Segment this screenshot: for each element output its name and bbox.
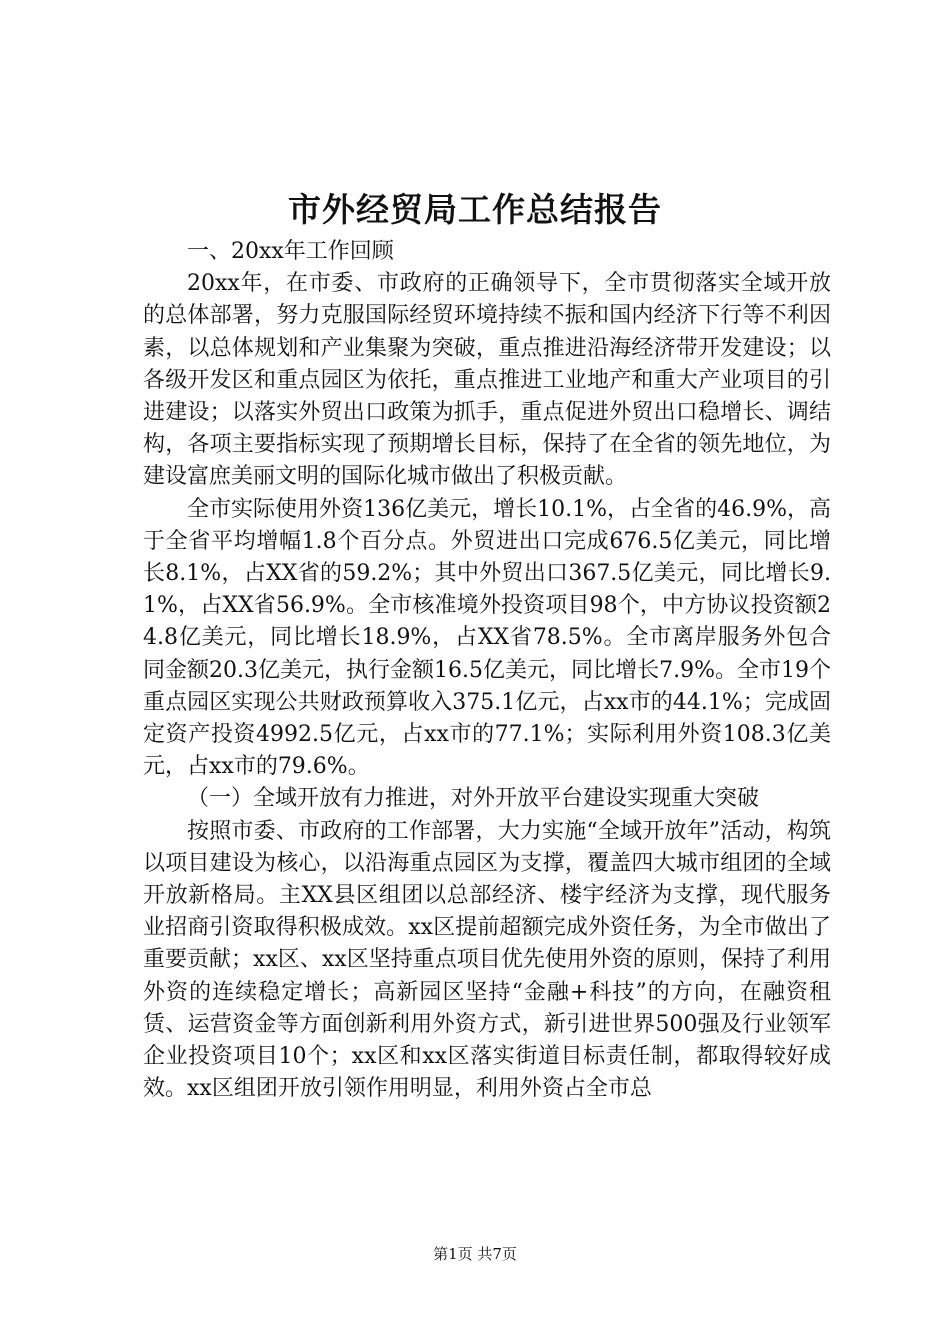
paragraph-overview: 20xx年，在市委、市政府的正确领导下，全市贯彻落实全域开放的总体部署，努力克服国际经贸环境持续不振和国内经济下行等不利因素，以总体规划和产业集聚为突破，重点推进沿海经济带开发建设；以各级开发区和重点园区为依托，重点推进工业地产和重大产业项目的引进建设；以落实外贸出口政策为抓手，重点促进外贸出口稳增长、调结构，各项主要指标实现了预期增长目标，保持了在全省的领先地位，为建设富庶美丽文明的国际化城市做出了积极贡献。 <box>143 271 831 490</box>
section-heading-1: 一、20xx年工作回顾 <box>187 239 394 264</box>
page-footer: 第1页 共7页 <box>433 1245 517 1263</box>
document-body <box>143 236 831 1105</box>
document-title: 市外经贸局工作总结报告 <box>288 190 662 229</box>
paragraph-opening-up: 按照市委、市政府的工作部署，大力实施“全域开放年”活动，构筑以项目建设为核心，以沿海重点园区为支撑，覆盖四大城市组团的全域开放新格局。主XX县区组团以总部经济、楼宇经济为支撑，现代服务业招商引资取得积极成效。xx区提前超额完成外资任务，为全市做出了重要贡献；xx区、xx区坚持重点项目优先使用外资的原则，保持了利用外资的连续稳定增长；高新园区坚持“金融+科技”的方向，在融资租赁、运营资金等方面创新利用外资方式，新引进世界500强及行业领军企业投资项目10个；xx区和xx区落实街道目标责任制，都取得较好成效。xx区组团开放引领作用明显，利用外资占全市总 <box>143 818 831 1102</box>
paragraph-statistics: 全市实际使用外资136亿美元，增长10.1%，占全省的46.9%，高于全省平均增幅1.8个百分点。外贸进出口完成676.5亿美元，同比增长8.1%，占XX省的59.2%；其中外贸出口367.5亿美元，同比增长9.1%，占XX省56.9%。全市核准境外投资项目98个，中方协议投资额24.8亿美元，同比增长18.9%，占XX省78.5%。全市离岸服务外包合同金额20.3亿美元，执行金额16.5亿美元，同比增长7.9%。全市19个重点园区实现公共财政预算收入375.1亿元，占xx市的44.1%；完成固定资产投资4992.5亿元，占xx市的77.1%；实际利用外资108.3亿美元，占xx市的79.6%。 <box>143 496 831 780</box>
subsection-heading-1: （一）全域开放有力推进，对外开放平台建设实现重大突破 <box>187 786 760 812</box>
